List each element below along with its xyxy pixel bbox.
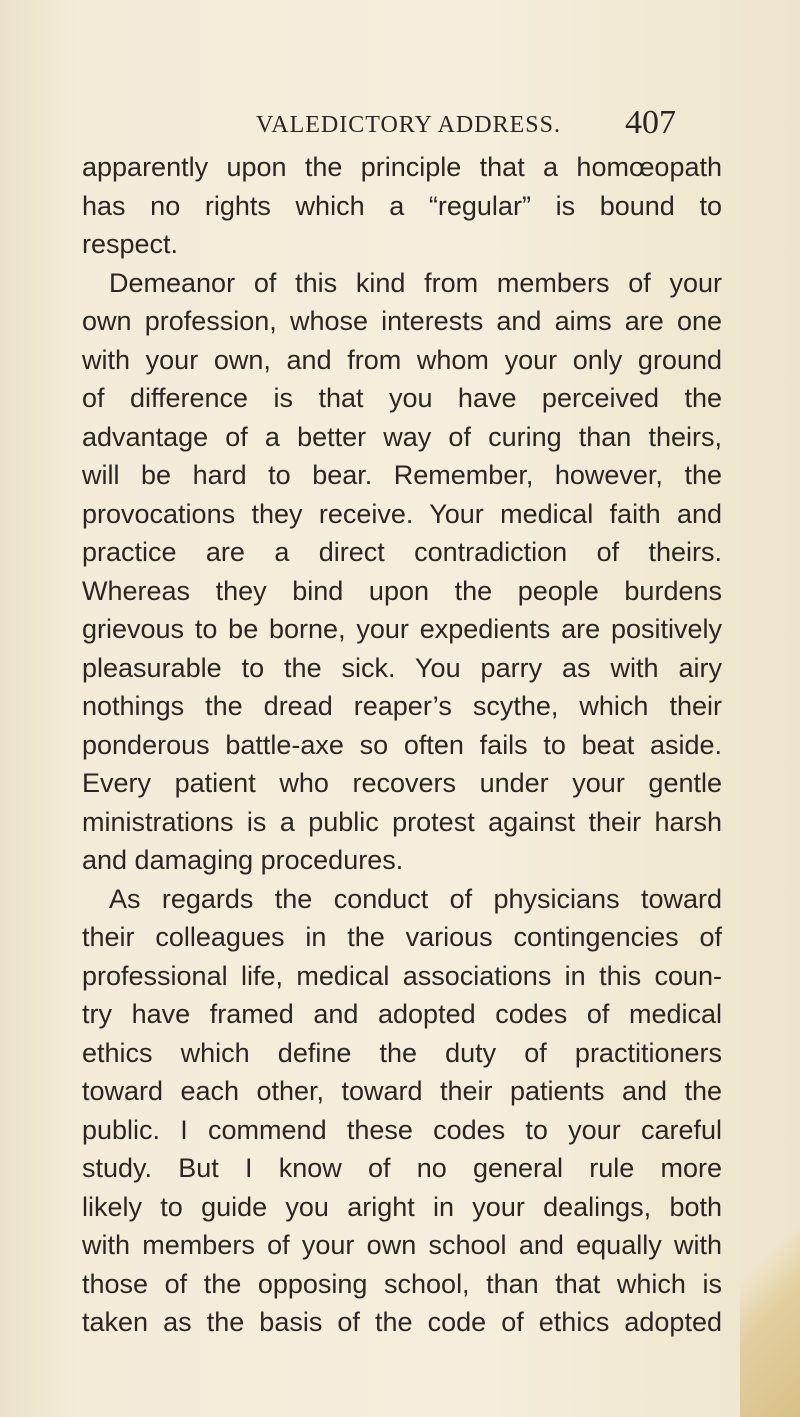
text-line: taken as the basis of the code of ethics adopted — [82, 1307, 722, 1337]
text-line: their colleagues in the various contingencies of — [82, 922, 722, 952]
text-line: ministrations is a public protest against their harsh — [82, 806, 722, 837]
text-line: has no rights which a “regular” is bound to — [82, 190, 722, 221]
text-line: ponderous battle-axe so often fails to beat aside. — [82, 729, 722, 760]
text-line: try have framed and adopted codes of medical — [82, 999, 722, 1029]
text-line: of difference is that you have perceived the — [82, 383, 722, 413]
text-line: Whereas they bind upon the people burdens — [82, 575, 722, 606]
text-line: those of the opposing school, than that which is — [82, 1268, 722, 1299]
text-line: As regards the conduct of physicians toward — [109, 883, 722, 914]
text-line: likely to guide you aright in your dealings, both — [82, 1191, 722, 1222]
page-edge-shadow — [740, 1150, 800, 1417]
text-line: Demeanor of this kind from members of your — [109, 267, 722, 298]
text-line: and damaging procedures. — [82, 845, 404, 875]
text-line: Every patient who recovers under your gentle — [82, 768, 722, 798]
text-line: apparently upon the principle that a homœopath — [82, 152, 722, 182]
page-header — [256, 104, 676, 148]
text-line: will be hard to bear. Remember, however, the — [82, 460, 722, 490]
body-text — [82, 148, 722, 1342]
text-line: professional life, medical associations in this coun- — [82, 960, 722, 991]
running-title: VALEDICTORY ADDRESS. — [256, 112, 561, 138]
text-line: study. But I know of no general rule more — [82, 1153, 722, 1183]
text-line: toward each other, toward their patients and the — [82, 1076, 722, 1106]
page-number: 407 — [625, 104, 676, 141]
text-line: practice are a direct contradiction of theirs. — [82, 537, 722, 567]
text-line: provocations they receive. Your medical faith and — [82, 498, 722, 529]
text-line: respect. — [82, 229, 179, 259]
text-line: pleasurable to the sick. You parry as with airy — [82, 652, 722, 683]
text-line: with members of your own school and equally with — [82, 1230, 722, 1260]
text-line: grievous to be borne, your expedients are positively — [82, 614, 722, 644]
text-line: ethics which define the duty of practitioners — [82, 1037, 722, 1068]
text-line: public. I commend these codes to your careful — [82, 1114, 722, 1145]
text-line: advantage of a better way of curing than theirs, — [82, 421, 722, 452]
text-line: nothings the dread reaper’s scythe, which their — [82, 691, 722, 721]
text-line: with your own, and from whom your only ground — [82, 344, 722, 375]
text-line: own profession, whose interests and aims are one — [82, 306, 722, 336]
